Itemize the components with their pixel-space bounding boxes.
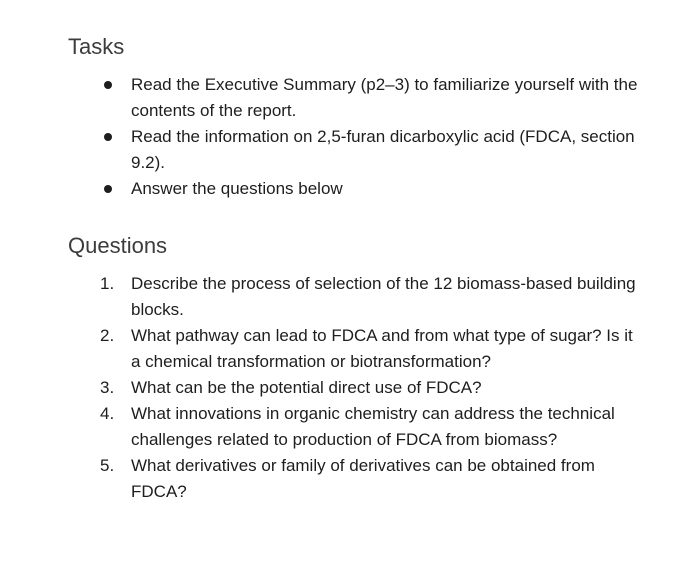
question-item (0, 453, 700, 505)
question-number: 5. (100, 456, 115, 475)
task-text: Read the Executive Summary (p2–3) to familiarize yourself with the contents of the report. (131, 75, 638, 120)
questions-heading: Questions (68, 233, 168, 258)
question-text: What derivatives or family of derivatives can be obtained from FDCA? (131, 456, 595, 501)
bullet-icon (104, 185, 112, 193)
question-number: 3. (100, 378, 115, 397)
tasks-heading: Tasks (68, 34, 125, 59)
task-item (0, 124, 700, 176)
question-number: 2. (100, 326, 115, 345)
question-number: 1. (100, 274, 115, 293)
question-number: 4. (100, 404, 115, 423)
question-text: What innovations in organic chemistry can address the technical challenges related to production of FDCA from biomass? (131, 404, 615, 449)
question-text: What can be the potential direct use of FDCA? (131, 378, 482, 397)
question-item (0, 375, 700, 401)
question-item (0, 401, 700, 453)
question-list (0, 271, 700, 505)
task-item (0, 176, 700, 202)
task-list (0, 72, 700, 202)
question-text: Describe the process of selection of the 12 biomass-based building blocks. (131, 274, 636, 319)
bullet-icon (104, 81, 112, 89)
task-text: Answer the questions below (131, 179, 343, 198)
question-text: What pathway can lead to FDCA and from what type of sugar? Is it a chemical transformation or biotransformation? (131, 326, 633, 371)
question-item (0, 271, 700, 323)
question-item (0, 323, 700, 375)
task-text: Read the information on 2,5-furan dicarboxylic acid (FDCA, section 9.2). (131, 127, 635, 172)
task-item (0, 72, 700, 124)
bullet-icon (104, 133, 112, 141)
